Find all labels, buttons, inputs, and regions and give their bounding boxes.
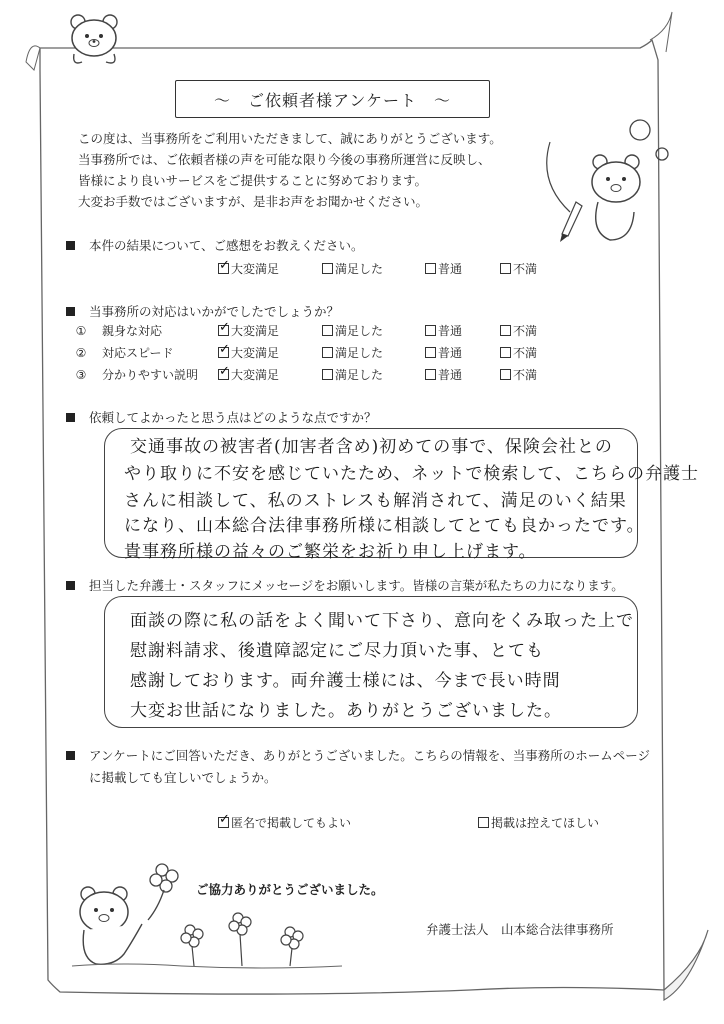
checkbox-checked-icon[interactable] [218,347,229,358]
question-5 [66,746,650,764]
checkbox-icon[interactable] [425,369,436,380]
bear-illustration [60,10,130,70]
checkbox-icon[interactable] [322,369,333,380]
q2-1-option-4[interactable]: 不満 [500,322,537,339]
checkbox-checked-icon[interactable] [218,817,229,828]
bear-flowers-illustration [62,858,362,978]
checkbox-icon[interactable] [425,325,436,336]
bullet-square-icon [66,413,75,422]
q2-item-3: ③ 分かりやすい説明 [75,368,199,382]
firm-name: 弁護士法人 山本総合法律事務所 [426,922,614,937]
q1-option-2[interactable]: 満足した [322,260,383,277]
q3-answer-line: 貴事務所様の益々のご繁栄をお祈り申し上げます。 [124,542,537,562]
checkbox-icon[interactable] [500,325,511,336]
checkbox-icon[interactable] [478,817,489,828]
q2-3-option-2[interactable]: 満足した [322,366,383,383]
q2-3-option-1[interactable]: ✓ 大変満足 [218,366,279,383]
question-5-text-cont: に掲載しても宜しいでしょうか。 [89,770,277,785]
question-3 [66,408,377,426]
question-2-text: 当事務所の対応はいかがでしたでしょうか？ [89,304,340,319]
checkbox-icon[interactable] [322,325,333,336]
bullet-square-icon [66,751,75,760]
checkbox-checked-icon[interactable] [218,369,229,380]
closing-message: ご協力ありがとうございました。 [196,882,384,897]
question-1 [66,236,364,254]
checkbox-icon[interactable] [425,347,436,358]
q5-option-1[interactable]: ✓匿名で掲載してもよい [218,814,351,831]
checkbox-checked-icon[interactable] [218,263,229,274]
q2-1-option-3[interactable]: 普通 [425,322,462,339]
q2-2-option-4[interactable]: 不満 [500,344,537,361]
checkbox-icon[interactable] [500,263,511,274]
question-2 [66,302,339,320]
q2-item-2: ② 対応スピード [75,346,174,360]
question-4-text: 担当した弁護士・スタッフにメッセージをお願いします。皆様の言葉が私たちの力になります。 [89,578,624,593]
checkbox-icon[interactable] [322,263,333,274]
intro-line: 皆様により良いサービスをご提供することに努めております。 [78,173,428,188]
q3-answer-line: やり取りに不安を感じていたため、ネットで検索して、こちらの弁護士 [124,464,699,484]
bear-pencil-illustration [540,112,680,252]
q1-option-3[interactable]: 普通 [425,260,462,277]
question-5-text: アンケートにご回答いただき、ありがとうございました。こちらの情報を、当事務所のホームページ [89,748,651,763]
q2-1-option-2[interactable]: 満足した [322,322,383,339]
q3-answer-line: 交通事故の被害者(加害者含め)初めての事で、保険会社との [130,437,613,457]
checkbox-icon[interactable] [500,347,511,358]
q2-2-option-1[interactable]: ✓ 大変満足 [218,344,279,361]
q3-answer-line: さんに相談して、私のストレスも解消されて、満足のいく結果 [124,491,627,511]
checkbox-checked-icon[interactable] [218,325,229,336]
bullet-square-icon [66,581,75,590]
bullet-square-icon [66,307,75,316]
intro-line: 大変お手数ではございますが、是非お声をお聞かせください。 [78,194,429,209]
checkbox-icon[interactable] [500,369,511,380]
q2-3-option-4[interactable]: 不満 [500,366,537,383]
question-3-text: 依頼してよかったと思う点はどのような点ですか？ [89,410,377,425]
page-title: ～ ご依頼者様アンケート ～ [175,80,490,118]
bullet-square-icon [66,241,75,250]
q2-3-option-3[interactable]: 普通 [425,366,462,383]
question-4 [66,576,624,594]
q5-option-2[interactable]: 掲載は控えてほしい [478,814,599,831]
q4-answer-line: 慰謝料請求、後遺障認定にご尽力頂いた事、とても [130,641,544,661]
checkbox-icon[interactable] [425,263,436,274]
q4-answer-line: 大変お世話になりました。ありがとうございました。 [130,701,562,721]
q1-option-1[interactable]: ✓大変満足 [218,260,279,277]
checkbox-icon[interactable] [322,347,333,358]
q2-2-option-3[interactable]: 普通 [425,344,462,361]
q2-item-1: ① 親身な対応 [75,324,163,338]
q2-2-option-2[interactable]: 満足した [322,344,383,361]
q2-1-option-1[interactable]: ✓ 大変満足 [218,322,279,339]
intro-line: 当事務所では、ご依頼者様の声を可能な限り今後の事務所運営に反映し、 [78,152,491,167]
q4-answer-line: 感謝しております。両弁護士様には、今まで長い時間 [130,671,561,691]
intro-line: この度は、当事務所をご利用いただきまして、誠にありがとうございます。 [78,131,502,146]
q3-answer-line: になり、山本総合法律事務所様に相談してとても良かったです。 [124,516,645,536]
q1-option-4[interactable]: 不満 [500,260,537,277]
question-1-text: 本件の結果について、ご感想をお教えください。 [89,238,364,253]
q4-answer-line: 面談の際に私の話をよく聞いて下さり、意向をくみ取った上で [130,611,634,631]
intro-text [78,128,538,212]
